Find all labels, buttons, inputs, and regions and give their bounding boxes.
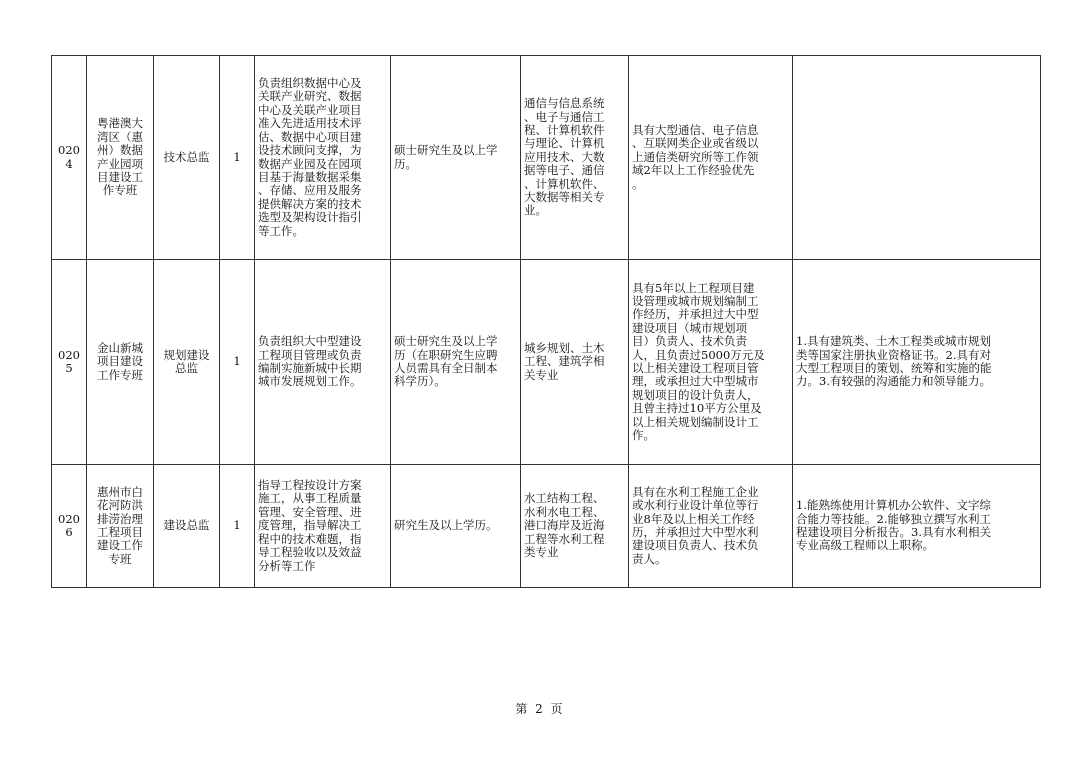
job-duties: 负责组织大中型建设 工程项目管理或负责 编制实施新城中长期 城市发展规划工作。 [255, 260, 391, 465]
education-requirement: 硕士研究生及以上学 历。 [391, 56, 521, 260]
experience-requirement: 具有在水利工程施工企业 或水利行业设计单位等行 业8年及以上相关工作经 历，并承担过大中型水利 建设项目负责人、技术负 责人。 [629, 465, 793, 588]
major-requirement: 水工结构工程、 水利水电工程、 港口海岸及近海 工程等水利工程 类专业 [521, 465, 629, 588]
position-title: 建设总监 [154, 465, 220, 588]
table-row [52, 56, 1041, 260]
position-count: 1 [220, 465, 255, 588]
job-duties: 指导工程按设计方案 施工，从事工程质量 管理、安全管理、进 度管理，指导解决工 程中的技术难题，指 导工程验收以及效益 分析等工作 [255, 465, 391, 588]
experience-requirement: 具有5年以上工程项目建 设管理或城市规划编制工 作经历，并承担过大中型 建设项目（城市规划项 目）负责人、技术负责 人，且负责过5000万元及 以上相关建设工程项目管 理，或承担过大中型城市 规划项目的设计负责人， 且曾主持过10平方公里及 以上相关规划编制设计工 作。 [629, 260, 793, 465]
table-row [52, 260, 1041, 465]
education-requirement: 研究生及以上学历。 [391, 465, 521, 588]
job-duties: 负责组织数据中心及 关联产业研究、数据 中心及关联产业项目 准入先进适用技术评 估、数据中心项目建 设技术顾问支撑，为 数据产业园及在园项 目基于海量数据采集 、存储、应用及服务 提供解决方案的技术 选型及架构设计指引 等工作。 [255, 56, 391, 260]
major-requirement: 通信与信息系统 、电子与通信工 程、计算机软件 与理论、计算机 应用技术、大数 据等电子、通信 、计算机软件、 大数据等相关专 业。 [521, 56, 629, 260]
experience-requirement: 具有大型通信、电子信息 、互联网类企业或省级以 上通信类研究所等工作领 域2年以上工作经验优先 。 [629, 56, 793, 260]
recruitment-table [51, 55, 1041, 588]
position-code: 0206 [52, 465, 87, 588]
position-title: 规划建设 总监 [154, 260, 220, 465]
other-requirement: 1.能熟练使用计算机办公软件、文字综 合能力等技能。2.能够独立撰写水利工 程建设项目分析报告。3.具有水利相关 专业高级工程师以上职称。 [793, 465, 1041, 588]
work-team: 金山新城 项目建设 工作专班 [87, 260, 154, 465]
position-code: 0204 [52, 56, 87, 260]
other-requirement [793, 56, 1041, 260]
work-team: 惠州市白 花河防洪 排涝治理 工程项目 建设工作 专班 [87, 465, 154, 588]
work-team: 粤港澳大 湾区（惠 州）数据 产业园项 目建设工 作专班 [87, 56, 154, 260]
position-count: 1 [220, 260, 255, 465]
position-title: 技术总监 [154, 56, 220, 260]
other-requirement: 1.具有建筑类、土木工程类或城市规划 类等国家注册执业资格证书。2.具有对 大型工程项目的策划、统筹和实施的能 力。3.有较强的沟通能力和领导能力。 [793, 260, 1041, 465]
position-count: 1 [220, 56, 255, 260]
education-requirement: 硕士研究生及以上学 历（在职研究生应聘 人员需具有全日制本 科学历）。 [391, 260, 521, 465]
position-code: 0205 [52, 260, 87, 465]
major-requirement: 城乡规划、土木 工程、建筑学相 关专业 [521, 260, 629, 465]
page-number: 第 2 页 [515, 702, 565, 716]
table-row [52, 465, 1041, 588]
